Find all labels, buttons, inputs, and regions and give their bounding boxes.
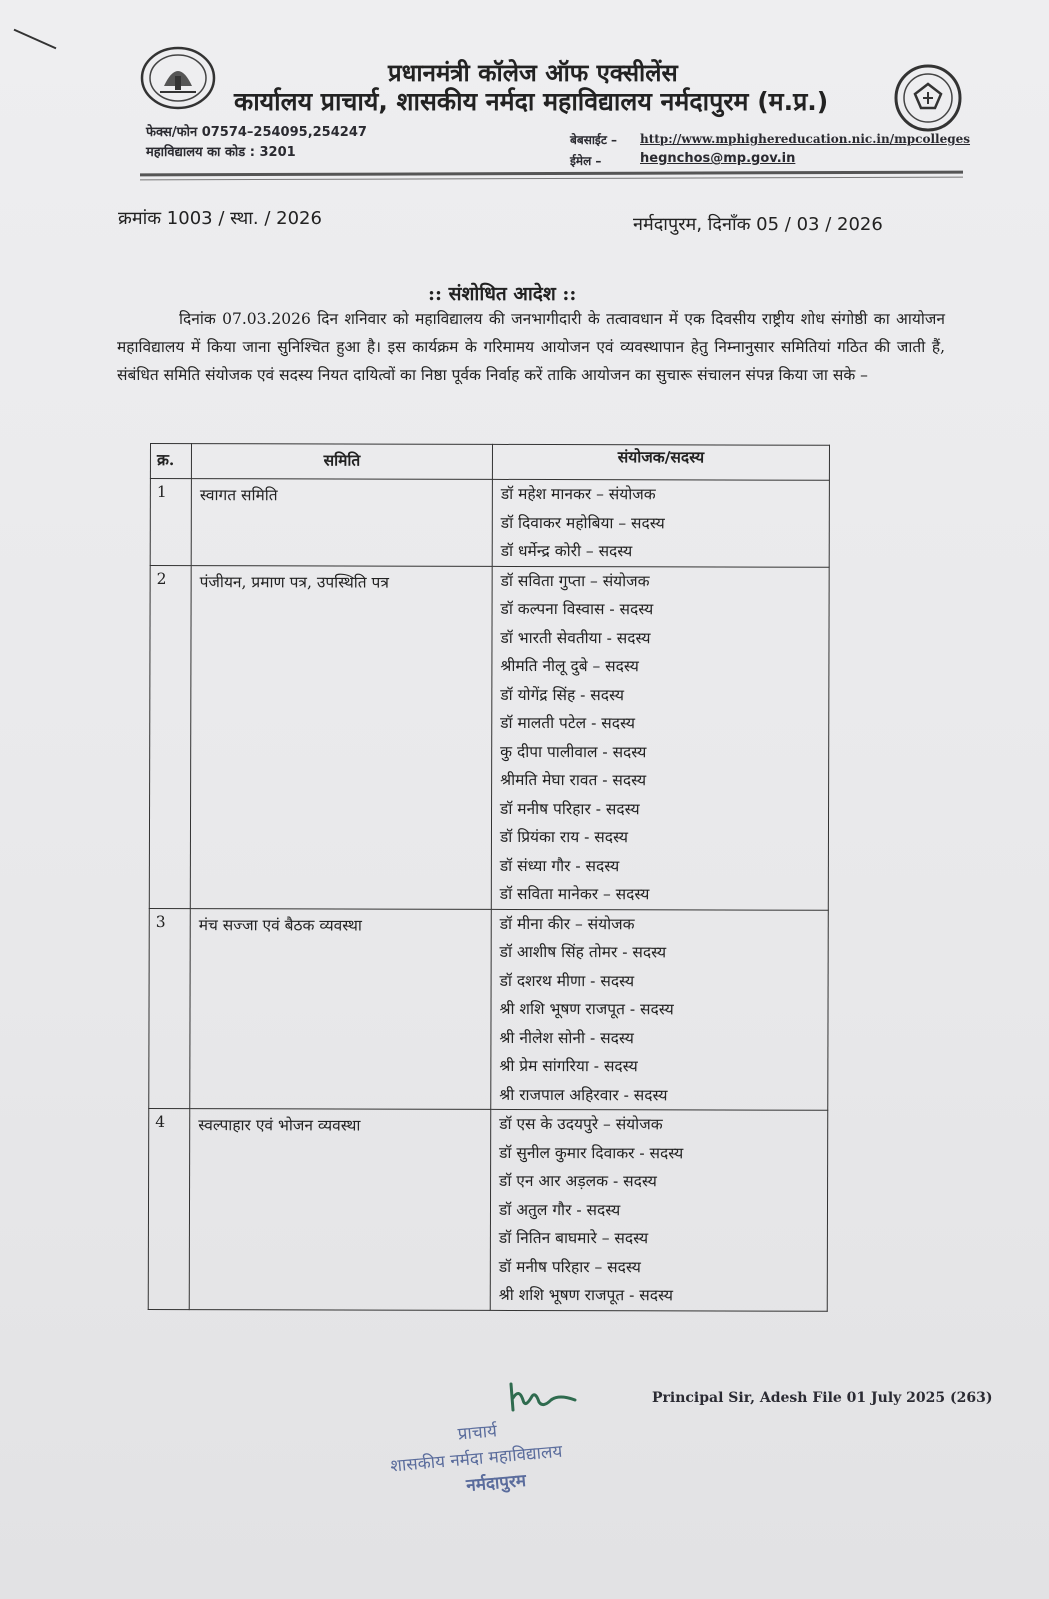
order-place-date: नर्मदापुरम, दिनाँक 05 / 03 / 2026 [633,214,883,235]
order-paragraph [117,305,945,389]
order-heading: :: संशोधित आदेश :: [428,283,577,305]
member: डॉ एस के उदयपुरे – संयोजक [499,1114,663,1134]
member: डॉ कल्पना विस्वास - सदस्य [500,599,654,619]
member: डॉ सुनील कुमार दिवाकर - सदस्य [499,1143,684,1162]
member: डॉ मनीष परिहार – सदस्य [498,1257,641,1276]
fax-phone: फेक्स/फोन 07574–254095,254247 [146,125,367,140]
row-members [491,566,829,910]
member: डॉ एन आर अड़लक - सदस्य [499,1171,657,1191]
university-seal-icon [893,64,963,132]
header-divider-thin [140,177,963,181]
file-reference: Principal Sir, Adesh File 01 July 2025 (263) [652,1390,993,1406]
row-serial: 1 [150,479,191,566]
member: डॉ सविता गुप्ता – संयोजक [500,571,650,590]
office-title: कार्यालय प्राचार्य, शासकीय नर्मदा महाविद्यालय नर्मदापुरम (म.प्र.) [234,87,829,116]
row-members [490,1109,828,1310]
row-members [491,909,829,1110]
table-row [149,908,829,1110]
header-committee: समिति [191,444,492,480]
table-row [149,565,829,910]
website-link[interactable]: http://www.mphighereducation.nic.in/mpcolleges [640,132,971,146]
member: डॉ मनीष परिहार - सदस्य [500,799,640,818]
row-committee: मंच सज्जा एवं बैठक व्यवस्था [190,908,492,1109]
email-link[interactable]: hegnchos@mp.gov.in [640,151,796,166]
member: डॉ भारती सेवतीया - सदस्य [500,628,651,647]
member: डॉ दिवाकर महोबिया – सदस्य [500,513,665,532]
member: डॉ अतुल गौर - सदस्य [498,1200,621,1219]
row-committee: स्वागत समिति [191,479,492,566]
member: डॉ दशरथ मीणा - सदस्य [499,971,635,990]
row-committee: स्वल्पाहार एवं भोजन व्यवस्था [189,1109,491,1310]
member: डॉ नितिन बाघमारे – सदस्य [498,1228,649,1248]
header-serial: क्र. [150,444,191,479]
order-paragraph-text: दिनांक 07.03.2026 दिन शनिवार को महाविद्यालय की जनभागीदारी के तत्वावधान में एक दिवसीय राष्ट्रीय शोध संगोष्ठी का आयोजन महाविद्यालय में किया जाना सुनिश्चित हुआ है। इस कार्यक्रम के गरिमामय आयोजन एवं व्यवस्थापान हेतु निम्नानुसार समितियां गठित की जाती हैं, संबंधित समिति संयोजक एवं सदस्य नियत दायित्वों का निष्ठा पूर्वक निर्वाह करें ताकि आयोजन का सुचारू संचालन संपन्न किया जा सके – [117,310,945,384]
stamp-college: शासकीय नर्मदा महाविद्यालय [389,1441,564,1477]
website-label: बेबसाईट – [570,133,618,147]
member: डॉ महेश मानकर – संयोजक [500,484,656,504]
member: श्री प्रेम सांगरिया - सदस्य [499,1056,638,1076]
member: डॉ प्रियंका राय - सदस्य [499,827,629,847]
table-header-row [150,444,829,481]
stamp-city: नर्मदापुरम [465,1470,527,1497]
row-serial: 2 [149,565,191,908]
college-emblem-icon [140,46,216,110]
row-members [492,479,829,566]
order-number: क्रमांक 1003 / स्था. / 2026 [118,208,322,229]
member: डॉ मीना कीर – संयोजक [499,914,635,933]
member: डॉ योगेंद्र सिंह - सदस्य [500,685,625,704]
header-divider [140,171,963,177]
principal-stamp [385,1407,631,1506]
member: डॉ मालती पटेल - सदस्य [500,713,636,733]
member: श्रीमति मेघा रावत - सदस्य [500,770,647,790]
member: कु दीपा पालीवाल - सदस्य [500,742,647,761]
committee-table [148,443,830,1311]
member: श्री नीलेश सोनी - सदस्य [499,1028,634,1047]
member: श्री शशि भूषण राजपूत - सदस्य [498,1285,674,1305]
stamp-title: प्राचार्य [456,1421,498,1445]
member: डॉ धर्मेन्द्र कोरी – सदस्य [500,541,633,561]
member: डॉ आशीष सिंह तोमर - सदस्य [499,942,667,962]
row-serial: 4 [148,1108,190,1309]
college-code: महाविद्यालय का कोड : 3201 [146,145,296,160]
row-serial: 3 [149,908,191,1109]
header-members: संयोजक/सदस्य [492,444,829,480]
member: श्री राजपाल अहिरवार - सदस्य [499,1085,668,1104]
member: डॉ सविता मानेकर – सदस्य [499,884,650,904]
institution-title: प्रधानमंत्री कॉलेज ऑफ एक्सीलेंस [388,59,678,87]
member: श्री शशि भूषण राजपूत - सदस्य [499,999,674,1019]
email-label: ईमेल – [570,154,602,168]
signature-icon [505,1378,580,1416]
member: डॉ संध्या गौर - सदस्य [499,856,620,875]
table-row [148,1108,828,1310]
pen-mark [14,29,57,50]
table-row [150,479,829,567]
row-committee: पंजीयन, प्रमाण पत्र, उपस्थिति पत्र [190,565,492,909]
member: श्रीमति नीलू दुबे – सदस्य [500,656,639,676]
